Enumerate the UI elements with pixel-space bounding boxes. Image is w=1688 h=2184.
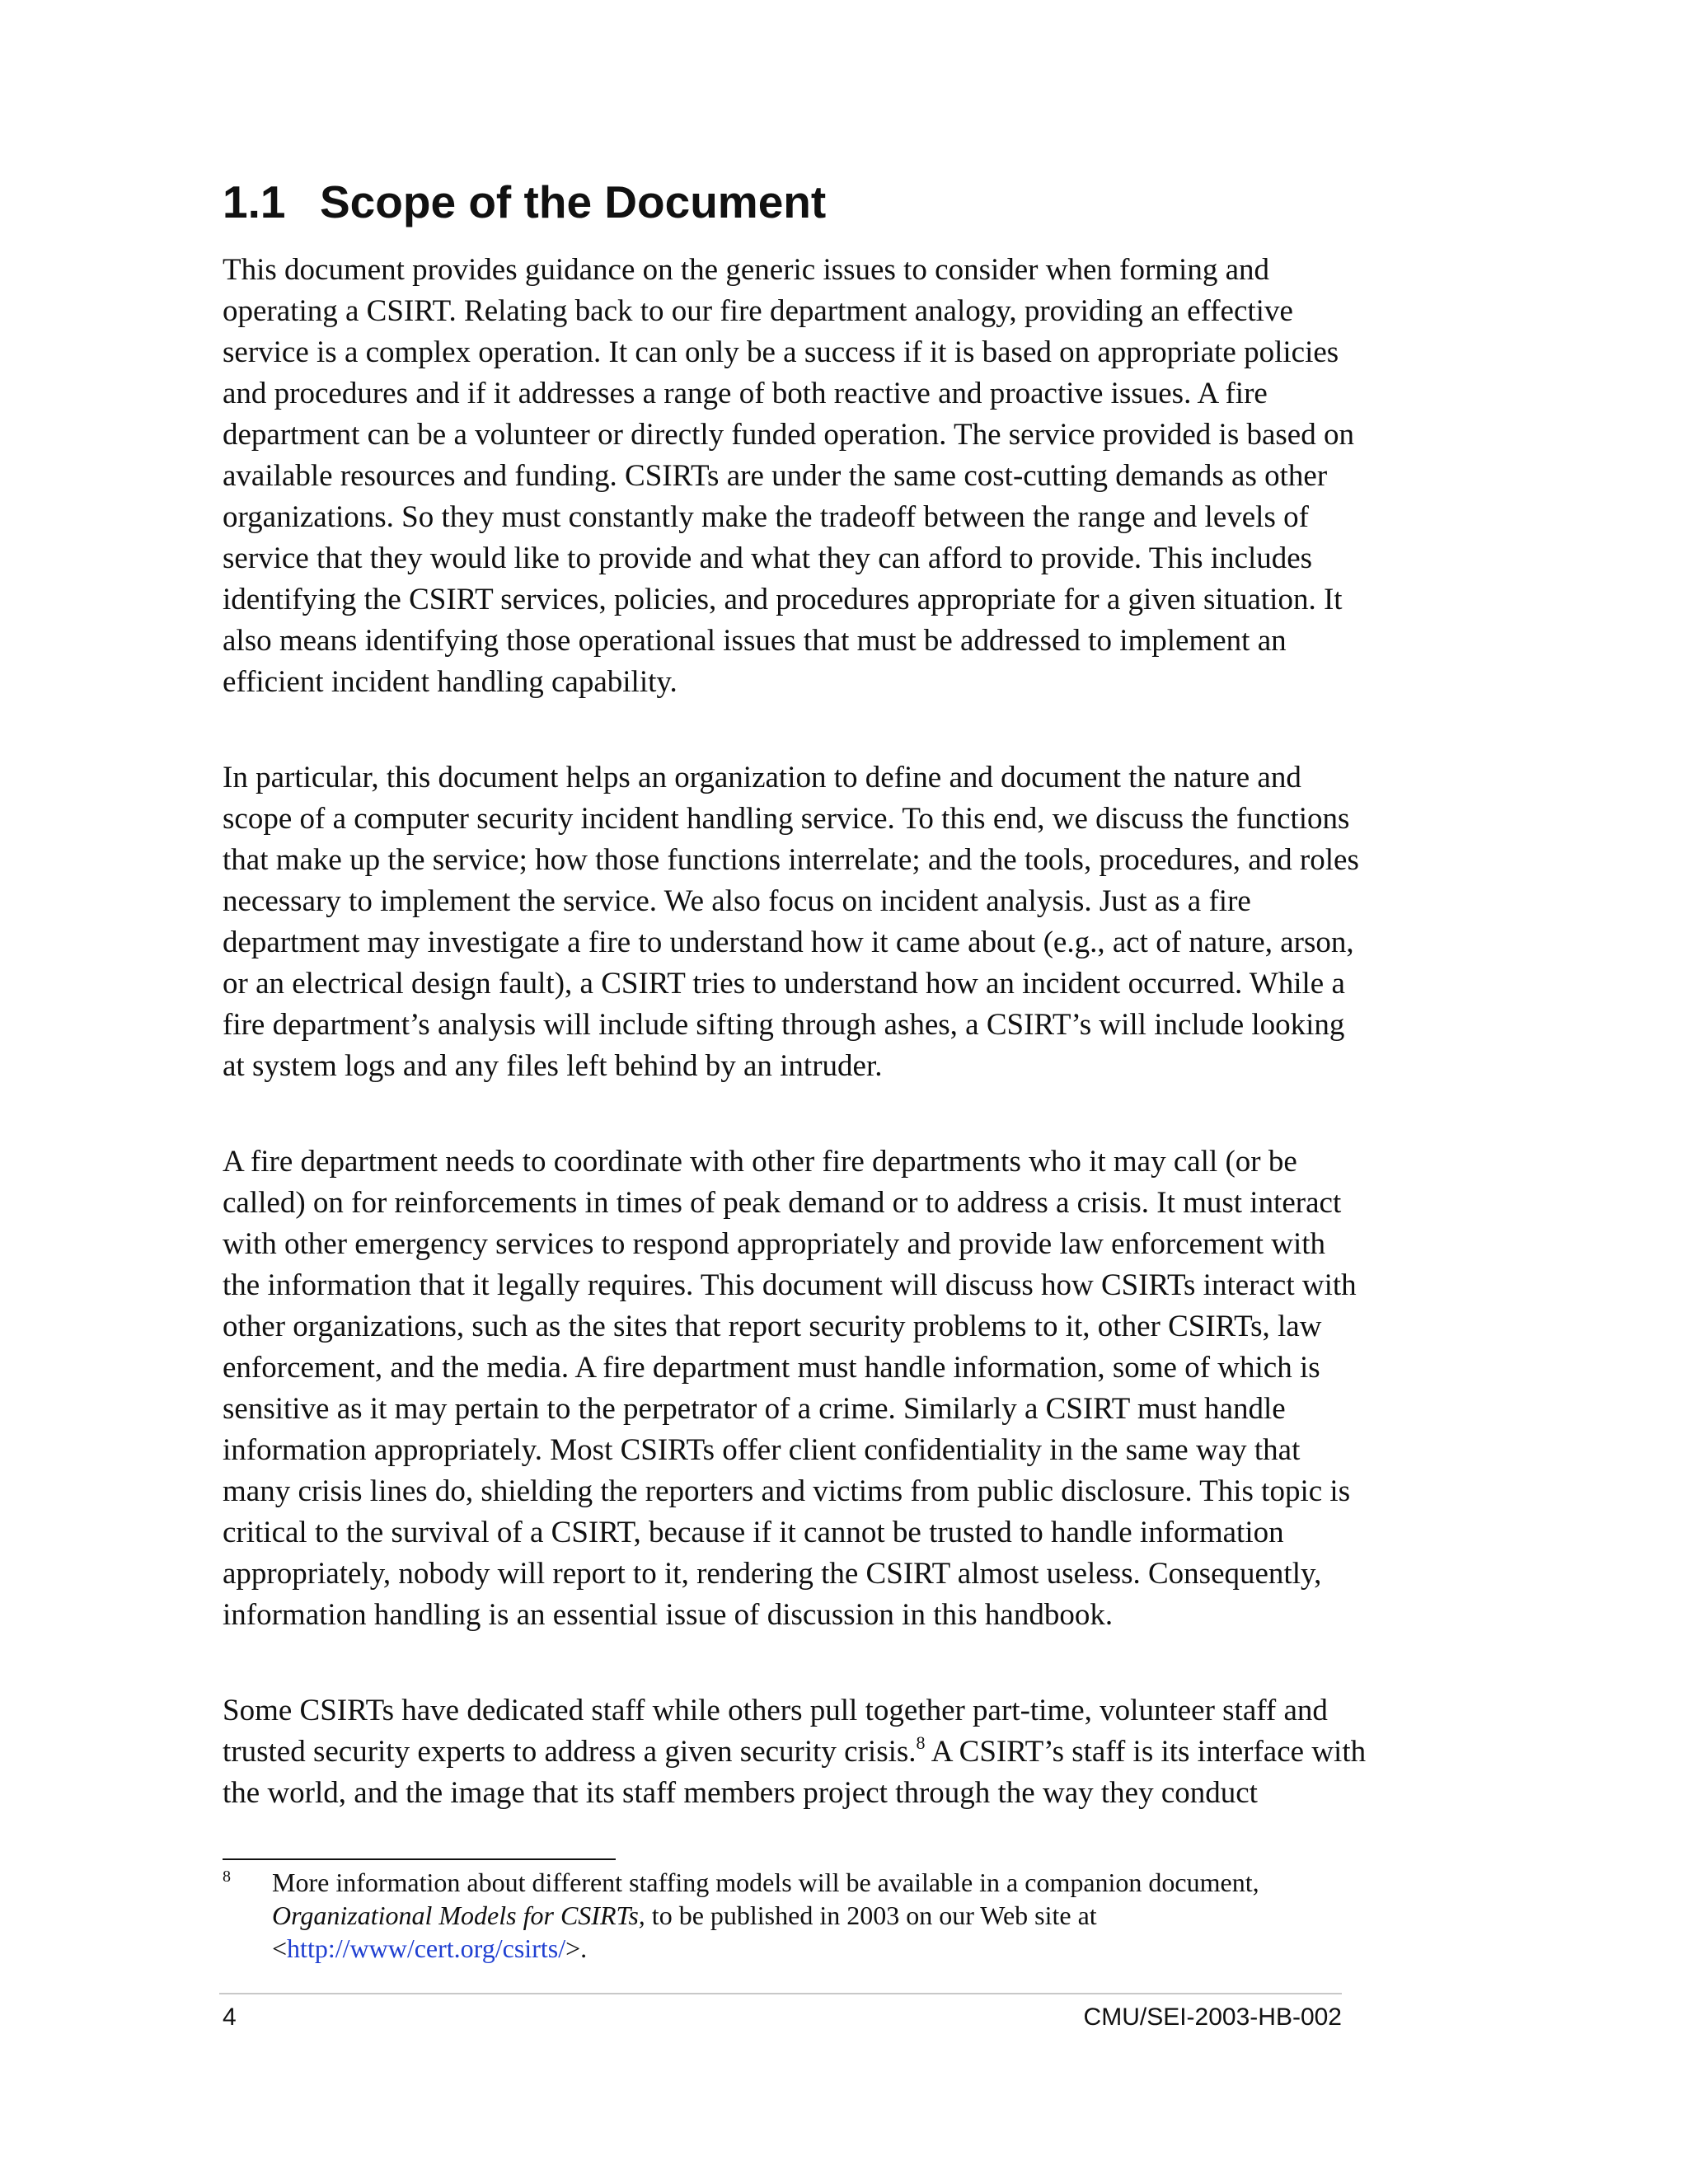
section-number: 1.1 <box>223 176 286 227</box>
paragraph-3: A fire department needs to coordinate with other fire departments who it may call (or be called) on for reinforcements in times of peak demand or to address a crisis. It must interact with other emergency services to respond appropriately and provide law enforcement with the information that it legally requires. This document will discuss how CSIRTs interact with other organizations, such as the sites that report security problems to it, other CSIRTs, law enforcement, and the media. A fire department must handle information, some of which is sensitive as it may pertain to the perpetrator of a crime. Similarly a CSIRT must handle information appropriately. Most CSIRTs offer client confidentiality in the same way that many crisis lines do, shielding the reporters and victims from public disclosure. This topic is critical to the survival of a CSIRT, because if it cannot be trusted to handle information appropriately, nobody will report to it, rendering the CSIRT almost useless. Consequently, information handling is an essential issue of discussion in this handbook. <box>223 1145 1357 1632</box>
footnote-mark: 8 <box>223 1868 231 1886</box>
footnote-reference[interactable]: 8 <box>916 1732 926 1753</box>
footnote-line-2 <box>272 1899 1393 1932</box>
footnote-line-1: More information about different staffing models will be available in a companion document, <box>272 1868 1259 1897</box>
footnote-link-close: >. <box>565 1933 588 1963</box>
footer-divider <box>219 1993 1342 1994</box>
footnote-body <box>272 1866 1393 1965</box>
footnote-line-2-rest: to be published in 2003 on our Web site at <box>645 1900 1097 1930</box>
paragraph-2: In particular, this document helps an organization to define and document the nature and scope of a computer security incident handling service. To this end, we discuss the functions that make up the service; how those functions interrelate; and the tools, procedures, and roles necessary to implement the service. We also focus on incident analysis. Just as a fire department may investigate a fire to understand how it came about (e.g., act of nature, arson, or an electrical design fault), a CSIRT tries to understand how an incident occurred. While a fire department’s analysis will include sifting through ashes, a CSIRT’s will include looking at system logs and any files left behind by an intruder. <box>223 761 1359 1083</box>
footnote-line-3 <box>272 1932 1393 1965</box>
footnote-divider <box>223 1858 616 1860</box>
body-text <box>223 250 1376 1814</box>
paragraph-4 <box>223 1690 1376 1814</box>
paragraph-4-text-a: Some CSIRTs have dedicated staff while others pull together part-time, volunteer staff and trusted security experts to address a given security crisis. <box>223 1694 1328 1769</box>
page-number: 4 <box>223 2004 237 2031</box>
footnote-link-open: < <box>272 1933 288 1963</box>
section-title: Scope of the Document <box>320 176 827 227</box>
footnote-italic-title: Organizational Models for CSIRTs, <box>272 1900 645 1930</box>
paragraph-1: This document provides guidance on the generic issues to consider when forming and operating a CSIRT. Relating back to our fire department analogy, providing an effective service is a complex operation. It can only be a success if it is based on appropriate policies and procedures and if it addresses a range of both reactive and proactive issues. A fire department can be a volunteer or directly funded operation. The service provided is based on available resources and funding. CSIRTs are under the same cost-cutting demands as other organizations. So they must constantly make the tradeoff between the range and levels of service that they would like to provide and what they can afford to provide. This includes identifying the CSIRT services, policies, and procedures appropriate for a given situation. It also means identifying those operational issues that must be addressed to implement an efficient incident handling capability. <box>223 253 1354 699</box>
paragraph-4-text-b: A CSIRT’s staff is its interface with the world, and the image that its staff members project through the way they conduct <box>223 1735 1367 1810</box>
section-heading <box>223 169 826 235</box>
document-id: CMU/SEI-2003-HB-002 <box>1083 2004 1342 2031</box>
footnote-link[interactable]: http://www/cert.org/csirts/ <box>287 1933 566 1963</box>
